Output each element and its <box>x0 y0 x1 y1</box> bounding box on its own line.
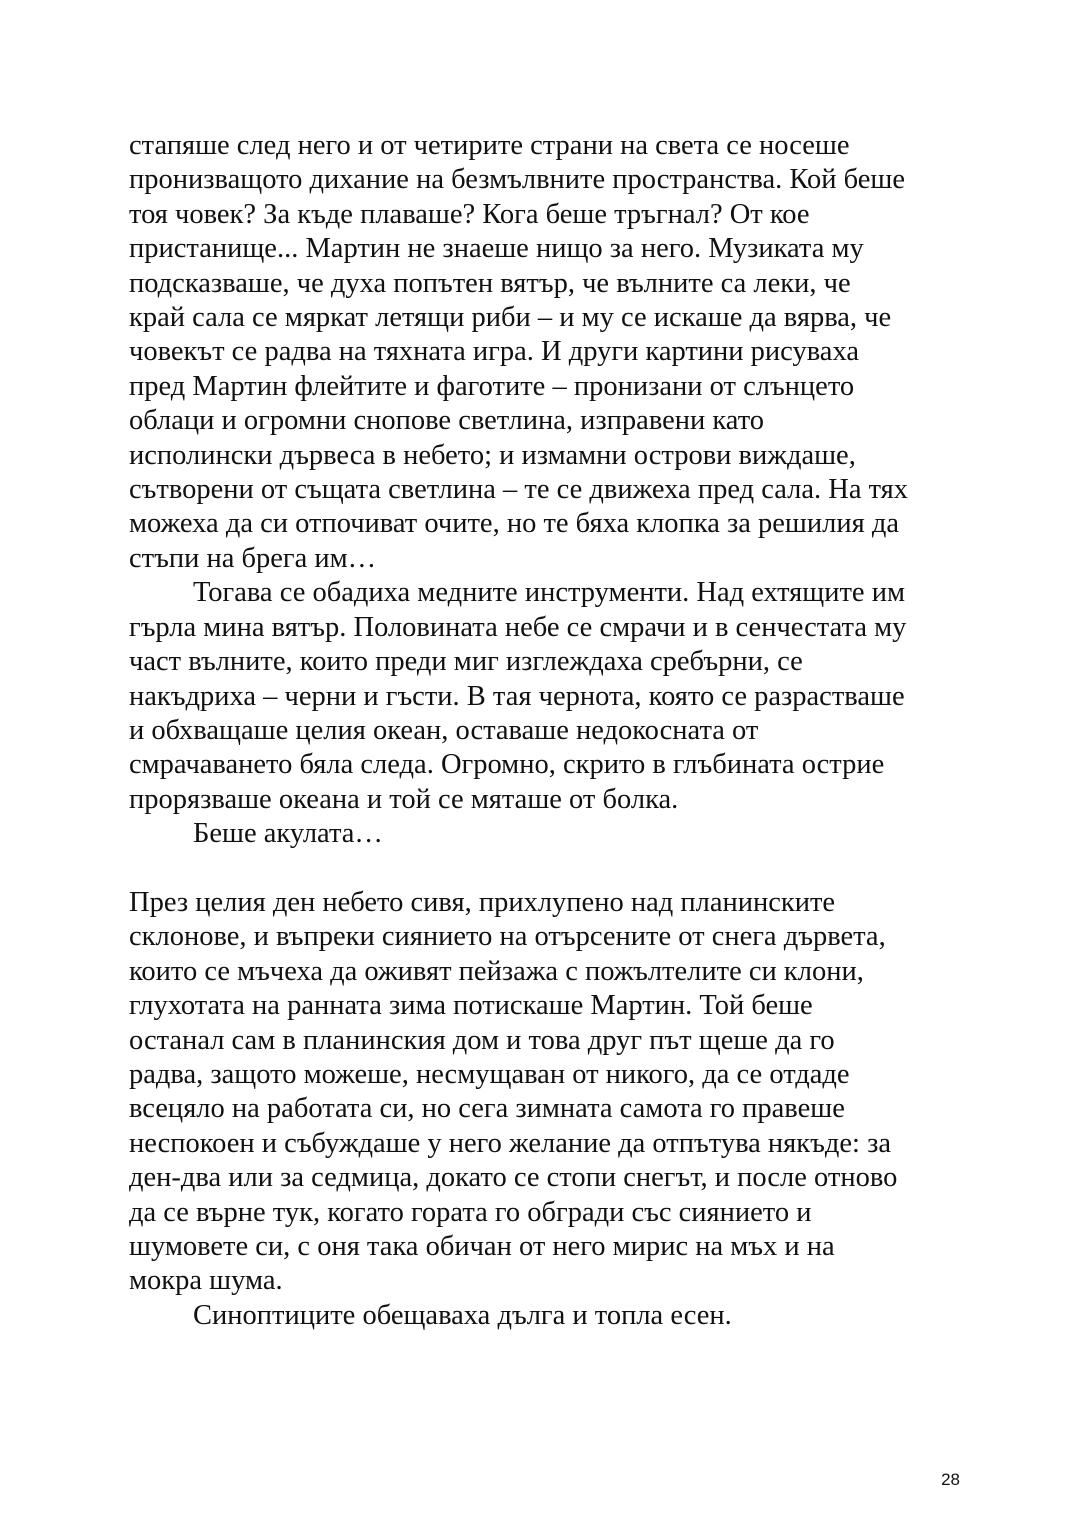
text-line: пронизващото дихание на безмълвните пространства. Кой беше <box>129 164 905 196</box>
text-line: склонове, и въпреки сиянието на отърсените от снега дървета, <box>129 921 886 953</box>
text-line: стъпи на брега им… <box>129 542 377 574</box>
text-line: пред Мартин флейтите и фаготите – пронизани от слънцето <box>129 370 855 402</box>
text-line: През целия ден небето сивя, прихлупено над планинските <box>129 886 836 918</box>
text-line: гърла мина вятър. Половината небе се смрачи и в сенчестата му <box>129 611 907 643</box>
text-line: прорязваше океана и той се мяташе от болка. <box>129 783 679 815</box>
text-line: които се мъчеха да оживят пейзажа с пожълтелите си клони, <box>129 955 864 987</box>
text-line: тоя човек? За къде плаваше? Кога беше тръгнал? От кое <box>129 198 810 230</box>
text-line: исполински дървеса в небето; и измамни острови виждаше, <box>129 439 856 471</box>
text-line: шумовете си, с оня така обичан от него мирис на мъх и на <box>129 1230 835 1262</box>
text-line: човекът се радва на тяхната игра. И други картини рисуваха <box>129 336 859 368</box>
text-line: глухотата на ранната зима потискаше Мартин. Той беше <box>129 990 813 1022</box>
paragraph-start-line: Синоптиците обещаваха дълга и топла есен. <box>193 1299 732 1331</box>
blank-line <box>129 852 959 886</box>
text-line: да се върне тук, когато гората го обгради със сиянието и <box>129 1196 812 1228</box>
text-line: мокра шума. <box>129 1265 283 1297</box>
paragraph-start-line: Тогава се обадиха медните инструменти. Над ехтящите им <box>193 577 905 609</box>
body-text <box>129 129 959 1333</box>
text-line: и обхващаше целия океан, оставаше недокосната от <box>129 714 759 746</box>
text-line: сътворени от същата светлина – те се движеха пред сала. На тях <box>129 474 909 506</box>
text-line: смрачаването бяла следа. Огромно, скрито в глъбината острие <box>129 749 885 781</box>
text-line: останал сам в планинския дом и това друг път щеше да го <box>129 1024 835 1056</box>
text-line: край сала се мяркат летящи риби – и му се искаше да вярва, че <box>129 302 892 334</box>
paragraph-start-line: Беше акулата… <box>193 818 383 850</box>
text-line: радва, защото можеше, несмущаван от никого, да се отдаде <box>129 1058 850 1090</box>
text-line: пристанище... Мартин не знаеше нищо за него. Музиката му <box>129 233 864 265</box>
text-line: ден-два или за седмица, докато се стопи снегът, и после отново <box>129 1162 898 1194</box>
text-line: всецяло на работата си, но сега зимната самота го правеше <box>129 1093 845 1125</box>
text-line: неспокоен и събуждаше у него желание да отпътува някъде: за <box>129 1127 891 1159</box>
page-number: 28 <box>941 1470 960 1489</box>
text-line: можеха да си отпочиват очите, но те бяха клопка за решилия да <box>129 508 899 540</box>
text-line: облаци и огромни снопове светлина, изправени като <box>129 405 765 437</box>
text-line: накъдриха – черни и гъсти. В тая чернота, която се разрастваше <box>129 680 905 712</box>
text-line: част вълните, които преди миг изглеждаха сребърни, се <box>129 646 803 678</box>
text-line: стапяше след него и от четирите страни на света се носеше <box>129 130 850 161</box>
text-line: подсказваше, че духа попътен вятър, че вълните са леки, че <box>129 267 851 299</box>
